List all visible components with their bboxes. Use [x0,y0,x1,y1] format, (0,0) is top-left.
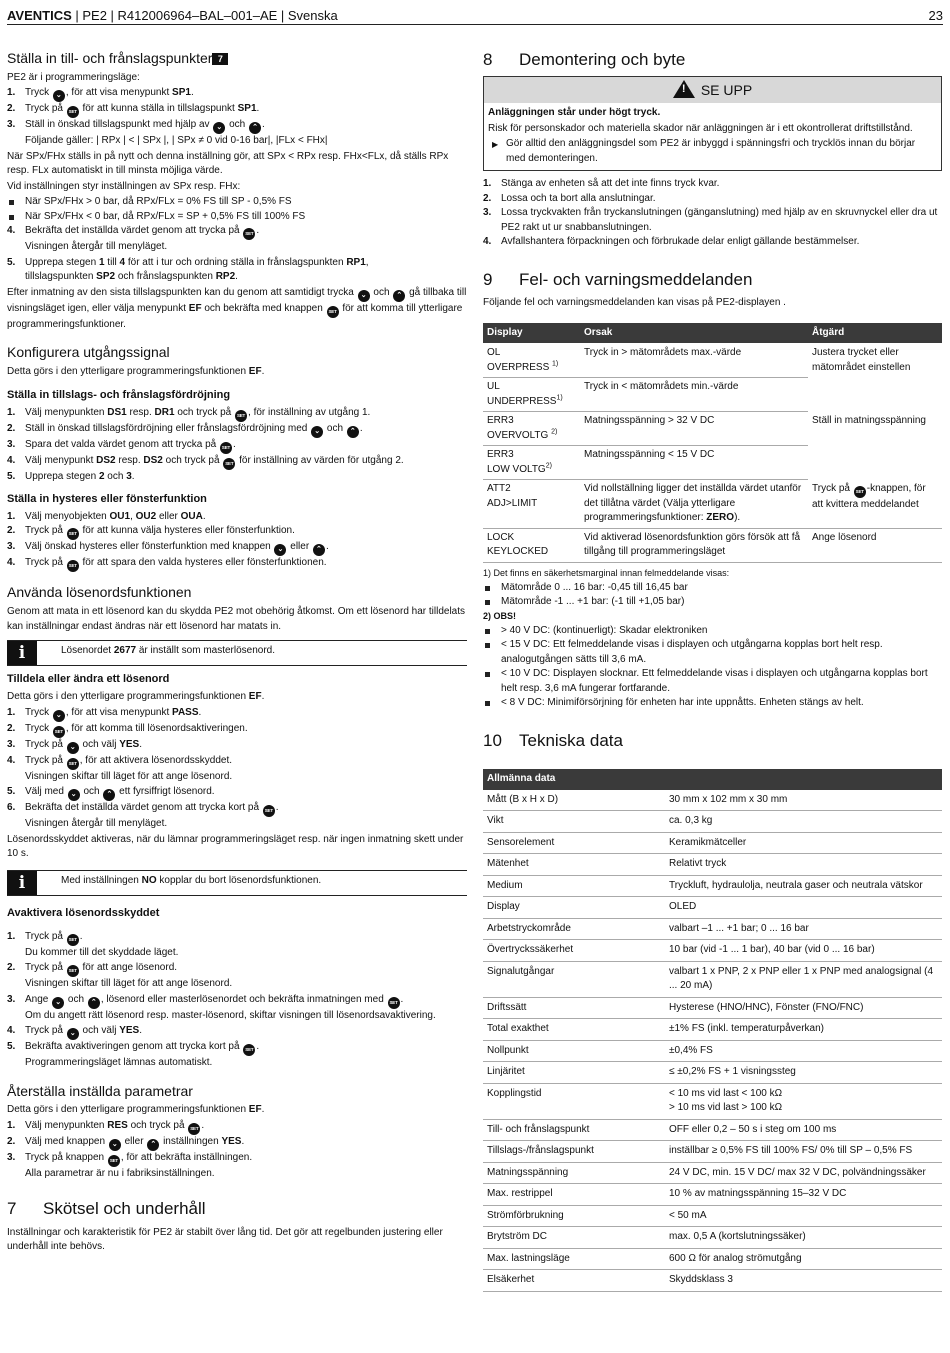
spec-value: ±1% FS (inkl. temperaturpåverkan) [665,1019,942,1041]
list-item: 3. Ange ⌄ och ⌃ , lösenord eller masterlösenordet och bekräfta inmatningen med SET . [7,993,467,1009]
list-item: När SPx/FHx < 0 bar, då RPx/FLx = SP + 0,5% FS till 100% FS [7,210,467,225]
info-note: i Lösenordet 2677 är inställt som masterlösenord. [7,640,467,666]
chevron-up-icon: ⌃ [249,122,261,134]
table-row [483,875,942,897]
chevron-up-icon: ⌃ [313,544,325,556]
spec-label: Nollpunkt [483,1040,665,1062]
spec-value: inställbar ≥ 0,5% FS till 100% FS/ 0% till SP – 0,5% FS [665,1141,942,1163]
table-row [483,1227,942,1249]
chevron-up-icon: ⌃ [103,789,115,801]
chevron-down-icon: ⌄ [67,1028,79,1040]
spec-label: Övertryckssäkerhet [483,940,665,962]
table-row [483,811,942,833]
step-note: Programmeringsläget lämnas automatiskt. [25,1057,213,1069]
spec-value: < 10 ms vid last < 100 kΩ > 10 ms vid last > 100 kΩ [665,1083,942,1119]
set-button-icon: SET [243,228,255,240]
password-steps-cont [7,785,467,817]
table-row [483,1270,942,1292]
list-item: 2. Välj med knappen ⌄ eller ⌃ inställningen YES. [7,1135,467,1151]
warning-bold: Anläggningen står under högt tryck. [488,107,661,119]
list-item: 3. Ställ in önskad tillslagspunkt med hjälp av ⌄ och ⌃ . [7,118,467,134]
list-item: 1. Välj menypunkten RES och tryck på SET . [7,1119,467,1135]
spec-label: Till- och frånslagspunkt [483,1119,665,1141]
set-button-icon: SET [67,934,79,946]
list-item: < 10 V DC: Displayen slocknar. Ett felmeddelande visas i displayen och utgångarna kopplas bort helt resp. 3,6 mA fungerar fortfarande. [483,667,942,696]
deactivate-steps-3 [7,993,467,1009]
chevron-down-icon: ⌄ [52,997,64,1009]
table-row: ERR3 OVERVOLTG $^{2)}$ Matningsspänning > 32 V DC Ställ in matningsspänning [483,412,942,446]
chevron-down-icon: ⌄ [68,789,80,801]
step-note: Om du angett rätt lösenord resp. master-lösenord, skiftar visningen till lösenordsavaktivering. [25,1009,436,1021]
spec-label: Max. lastningsläge [483,1248,665,1270]
list-item: 2. Tryck på SET för att kunna välja hysteres eller fönsterfunktion. [7,524,467,540]
setpoints-steps [7,86,467,134]
chevron-down-icon: ⌄ [311,426,323,438]
spec-value: Keramikmätceller [665,832,942,854]
step-note: Följande gäller: | RPx | < | SPx |, | SPx ≠ 0 vid 0-16 bar|, |FLx < FHx| [25,135,328,147]
chevron-up-icon: ⌃ [347,426,359,438]
paragraph: Efter inmatning av den sista tillslagspunkten kan du genom att samtidigt trycka ⌄ och ⌃ gå tillbaka till visningsläget igen, eller välja menypunkt EF och bekräfta med knappen SET för att komma till ytterligare programmeringsfunktioner. [7,286,467,330]
left-column [7,50,467,1256]
paragraph: Inställningar och karakteristik för PE2 är stabilt över lång tid. Det gör att regelbunden justering eller underhåll inte behövs. [7,1226,443,1253]
paragraph: Genom att mata in ett lösenord kan du skydda PE2 mot obehörig åtkomst. Om ett lösenord har tilldelats kan inställningar endast ändras när ett lösenord har matats in. [7,606,466,632]
chevron-up-icon: ⌃ [88,997,100,1009]
step-note: Visningen återgår till menyläget. [25,241,168,253]
spec-label: Strömförbrukning [483,1205,665,1227]
section-8-title: 8 Demontering och byte [483,50,686,69]
spec-label: Signalutgångar [483,961,665,997]
footnote: 2) OBS! [483,610,517,621]
spec-value: Hysterese (HNO/HNC), Fönster (FNO/FNC) [665,997,942,1019]
table-row [483,997,942,1019]
spec-value: valbart 1 x PNP, 2 x PNP eller 1 x PNP med analogsignal (4 ... 20 mA) [665,961,942,997]
list-item: 5. Upprepa stegen 2 och 3. [7,470,135,482]
set-button-icon: SET [854,486,866,498]
table-row [483,1119,942,1141]
warning-box [483,76,942,171]
table-row: ERR3 LOW VOLTG$^{2)}$ Matningsspänning < 15 V DC [483,446,942,480]
spec-label: Max. restrippel [483,1184,665,1206]
tech-data-table [483,769,942,1292]
set-button-icon: SET [188,1123,200,1135]
table-row [483,1184,942,1206]
set-button-icon: SET [53,726,65,738]
spec-label: Linjäritet [483,1062,665,1084]
set-button-icon: SET [220,442,232,454]
password-steps [7,706,467,770]
list-item: 5. Välj med ⌄ och ⌃ ett fyrsiffrigt lösenord. [7,785,467,801]
list-item: 4. Bekräfta det inställda värdet genom att trycka på SET . [7,224,467,240]
set-button-icon: SET [67,758,79,770]
table-row: LOCK KEYLOCKED Vid aktiverad lösenordsfunktion görs försök att få tillgång till programmeringsläget Ange lösenord [483,528,942,562]
paragraph: Följande fel och varningsmeddelanden kan visas på PE2-displayen . [483,297,786,309]
table-row [483,940,942,962]
table-row [483,1162,942,1184]
list-item: 4. Tryck på SET , för att aktivera lösenordsskyddet. [7,754,467,770]
footnote: 1) Det finns en säkerhetsmarginal innan felmeddelande visas: [483,567,730,578]
section-9-title: 9 Fel- och varningsmeddelanden [483,269,753,289]
chevron-up-icon: ⌃ [147,1139,159,1151]
doc-ref: | PE2 | R412006964–BAL–001–AE | Svenska [71,8,338,23]
spec-value: 600 Ω för analog strömutgång [665,1248,942,1270]
list-item: 4. Tryck på ⌄ och välj YES. [7,1024,467,1040]
setpoints-steps-cont [7,224,467,240]
spec-label: Tillslags-/frånslagspunkt [483,1141,665,1163]
spec-value: 30 mm x 102 mm x 30 mm [665,790,942,811]
list-item: 3. Tryck på ⌄ och välj YES. [7,738,467,754]
table-row: OL OVERPRESS $^{1)}$ Tryck in > mätområdets max.-värde Justera trycket eller mätområdet einstellen [483,344,942,378]
spec-value: ±0,4% FS [665,1040,942,1062]
list-item: 1. Välj menypunkten DS1 resp. DR1 och tryck på SET , för inställning av utgång 1. [7,406,467,422]
spec-label: Brytström DC [483,1227,665,1249]
spec-value: ca. 0,3 kg [665,811,942,833]
brand: AVENTICS [7,8,72,23]
list-item: 1. Tryck ⌄ , för att visa menypunkt PASS. [7,706,467,722]
table-row [483,918,942,940]
warning-text: Risk för personskador och materiella skador när anläggningen är i ett okontrollerat driftstillstånd. [488,122,913,134]
list-item: < 8 V DC: Minimiförsörjning för enheten har inte uppnåtts. Enheten stängs av helt. [483,696,942,711]
info-icon: i [7,871,37,895]
table-row [483,1040,942,1062]
set-button-icon: SET [388,997,400,1009]
spec-value: Tryckluft, hydraulolja, neutrala gaser och neutrala vätskor [665,875,942,897]
spec-value: 10 % av matningsspänning 15–32 V DC [665,1184,942,1206]
paragraph: Vid inställningen styr inställningen av SPx resp. FHx: [7,180,241,192]
footnotes [483,567,942,711]
list-item: 1. Välj menyobjekten OU1, OU2 eller OUA. [7,510,206,522]
table-row [483,897,942,919]
chevron-down-icon: ⌄ [67,742,79,754]
table-row [483,832,942,854]
table-row [483,1062,942,1084]
spec-value: OLED [665,897,942,919]
bullet-list [7,195,467,224]
step-note: tillslagspunkten SP2 och frånslagspunkten RP2. [25,271,238,283]
set-button-icon: SET [67,965,79,977]
subheading-deactivate: Avaktivera lösenordsskyddet [7,906,160,919]
list-item: 1. Tryck på SET . [7,930,467,946]
list-item: 2. Ställ in önskad tillslagsfördröjning eller frånslagsfördröjning med ⌄ och ⌃ . [7,422,467,438]
table-row: ATT2 ADJ>LIMIT Vid nollställning ligger det inställda värdet utanför det tillåtna värdet (Välja ytterligare programmeringsfunktioner: ZERO). Tryck på SET -knappen, för att kvittera meddelandet [483,480,942,529]
list-item: 1. Stänga av enheten så att det inte finns tryck kvar. [483,178,720,190]
section-10-title: 10 Tekniska data [483,730,623,750]
table-header: Åtgärd [808,323,942,344]
subheading-assign-password: Tilldela eller ändra ett lösenord [7,673,170,686]
step-note: Alla parametrar är nu i fabriksinställningen. [25,1167,215,1179]
table-row [483,961,942,997]
subheading-delay: Ställa in tillslags- och frånslagsfördröjning [7,388,231,401]
info-icon: i [7,641,37,665]
list-item: 6. Bekräfta det inställda värdet genom att trycka kort på SET . [7,801,467,817]
deactivate-steps-4 [7,1024,467,1056]
table-header: Allmänna data [483,769,942,790]
list-item: 2. Tryck SET , för att komma till lösenordsaktiveringen. [7,722,467,738]
set-button-icon: SET [223,458,235,470]
table-row [483,1205,942,1227]
spec-label: Sensorelement [483,832,665,854]
list-item: 3. Välj önskad hysteres eller fönsterfunktion med knappen ⌄ eller ⌃ . [7,540,467,556]
list-item: 4. Välj menypunkt DS2 resp. DS2 och tryck på SET för inställning av värden för utgång 2. [7,454,467,470]
delay-steps [7,406,467,485]
list-item: < 15 V DC: Ett felmeddelande visas i displayen och utgångarna kopplas bort helt resp. analogutgången sätts till 3,6 mA. [483,638,942,667]
subheading-hysteresis: Ställa in hysteres eller fönsterfunktion [7,493,207,506]
list-item: 3. Lossa tryckvakten från tryckanslutningen (gänganslutning) med hjälp av en skruvnyckel eller dra ut PE2 rakt ut ur snabbanslutningen. [483,207,938,233]
figure-badge: 7 [212,53,228,65]
set-button-icon: SET [67,560,79,572]
set-button-icon: SET [327,306,339,318]
list-item: 5. Bekräfta avaktiveringen genom att trycka kort på SET . [7,1040,467,1056]
deactivate-steps-2 [7,961,467,977]
page-number: 23 [928,8,943,23]
chevron-down-icon: ⌄ [53,710,65,722]
list-item: 5. Upprepa stegen 1 till 4 för att i tur och ordning ställa in frånslagspunkten RP1, [7,256,369,268]
list-item: 3. Tryck på knappen SET , för att bekräfta inställningen. [7,1151,467,1167]
list-item: ▶ Gör alltid den anläggningsdel som PE2 är inbyggd i spänningsfri och trycklös innan du börjar med demonteringen. [492,138,916,164]
table-row [483,1248,942,1270]
spec-label: Total exakthet [483,1019,665,1041]
right-column [483,50,942,1292]
set-button-icon: SET [67,528,79,540]
set-button-icon: SET [235,410,247,422]
table-row [483,1019,942,1041]
section-reset-title: Återställa inställda parametrar [7,1082,193,1099]
spec-value: OFF eller 0,2 – 50 s i steg om 100 ms [665,1119,942,1141]
spec-label: Driftssätt [483,997,665,1019]
triangle-right-icon: ▶ [492,140,499,150]
paragraph: När SPx/FHx ställs in på nytt och denna inställning gör, att SPx < RPx resp. FHx<FLx, då ställs RPx resp. FLx automatiskt in till minsta möjliga värde. [7,150,449,177]
spec-label: Vikt [483,811,665,833]
spec-label: Elsäkerhet [483,1270,665,1292]
spec-label: Mätenhet [483,854,665,876]
chevron-down-icon: ⌄ [358,290,370,302]
section-output-title: Konfigurera utgångssignal [7,344,170,361]
error-table [483,323,942,563]
setpoints-intro: PE2 är i programmeringsläge: [7,71,140,83]
dismantle-steps [483,177,942,250]
spec-label: Display [483,897,665,919]
set-button-icon: SET [67,106,79,118]
list-item: 4. Tryck på SET för att spara den valda hysteres eller fönsterfunktionen. [7,556,467,572]
list-item: 2. Tryck på SET för att kunna ställa in tillslagspunkt SP1. [7,102,467,118]
page-header [7,7,943,25]
warning-triangle-icon: ! [673,80,695,98]
list-item: 3. Spara det valda värdet genom att trycka på SET . [7,438,467,454]
list-item: 4. Avfallshantera förpackningen och förbrukade delar enligt gällande bestämmelser. [483,236,860,248]
list-item: Mätområde -1 ... +1 bar: (-1 till +1,05 bar) [483,595,942,610]
step-note: Visningen skiftar till läget för att ange lösenord. [25,978,233,990]
chevron-up-icon: ⌃ [393,290,405,302]
spec-value: 10 bar (vid -1 ... 1 bar), 40 bar (vid 0 ... 16 bar) [665,940,942,962]
section-password-title: Använda lösenordsfunktionen [7,584,192,601]
list-item: > 40 V DC: (kontinuerligt): Skadar elektroniken [483,624,942,639]
paragraph: Detta görs i den ytterligare programmeringsfunktionen EF. [7,1104,265,1116]
deactivate-steps [7,930,467,946]
table-row [483,1083,942,1119]
table-row [483,854,942,876]
list-item: När SPx/FHx > 0 bar, då RPx/FLx = 0% FS till SP - 0,5% FS [7,195,467,210]
chevron-down-icon: ⌄ [53,90,65,102]
spec-value: < 50 mA [665,1205,942,1227]
step-note: Du kommer till det skyddade läget. [25,946,179,958]
set-button-icon: SET [108,1155,120,1167]
chevron-down-icon: ⌄ [274,544,286,556]
spec-value: Skyddsklass 3 [665,1270,942,1292]
table-row [483,1141,942,1163]
spec-label: Mått (B x H x D) [483,790,665,811]
info-note: i Med inställningen NO kopplar du bort lösenordsfunktionen. [7,870,467,896]
chevron-down-icon: ⌄ [109,1139,121,1151]
table-row [483,790,942,811]
paragraph: Detta görs i den ytterligare programmeringsfunktionen EF. [7,366,265,378]
spec-value: Relativt tryck [665,854,942,876]
warning-header: ! SE UPP [484,77,941,103]
section-7-title: 7 Skötsel och underhåll [7,1199,206,1219]
set-button-icon: SET [243,1044,255,1056]
spec-label: Matningsspänning [483,1162,665,1184]
set-button-icon: SET [263,805,275,817]
reset-steps [7,1119,467,1167]
list-item: 2. Lossa och ta bort alla anslutningar. [483,192,656,204]
spec-value: max. 0,5 A (kortslutningssäker) [665,1227,942,1249]
paragraph: Lösenordsskyddet aktiveras, när du lämnar programmeringsläget resp. när ingen inmatning skett under 10 s. [7,833,464,860]
paragraph: Detta görs i den ytterligare programmeringsfunktionen EF. [7,691,265,703]
spec-label: Medium [483,875,665,897]
table-row: UL UNDERPRESS$^{1)}$ Tryck in < mätområdets min.-värde [483,378,942,412]
setpoints-steps-cont2 [7,256,467,271]
section-setpoints-title: Ställa in till- och frånslagspunkter 7 [7,50,467,67]
chevron-down-icon: ⌄ [213,122,225,134]
list-item: 2. Tryck på SET för att ange lösenord. [7,961,467,977]
step-note: Visningen skiftar till läget för att ange lösenord. [25,770,233,782]
spec-label: Kopplingstid [483,1083,665,1119]
table-header: Display [483,323,580,344]
spec-label: Arbetstryckområde [483,918,665,940]
table-header: Orsak [580,323,808,344]
list-item: Mätområde 0 ... 16 bar: -0,45 till 16,45 bar [483,581,942,596]
spec-value: valbart –1 ... +1 bar; 0 ... 16 bar [665,918,942,940]
hysteresis-steps [7,510,467,573]
spec-value: 24 V DC, min. 15 V DC/ max 32 V DC, polvändningssäker [665,1162,942,1184]
step-note: Visningen återgår till menyläget. [25,818,168,830]
spec-value: ≤ ±0,2% FS + 1 visningssteg [665,1062,942,1084]
list-item: 1. Tryck ⌄ , för att visa menypunkt SP1. [7,86,467,102]
